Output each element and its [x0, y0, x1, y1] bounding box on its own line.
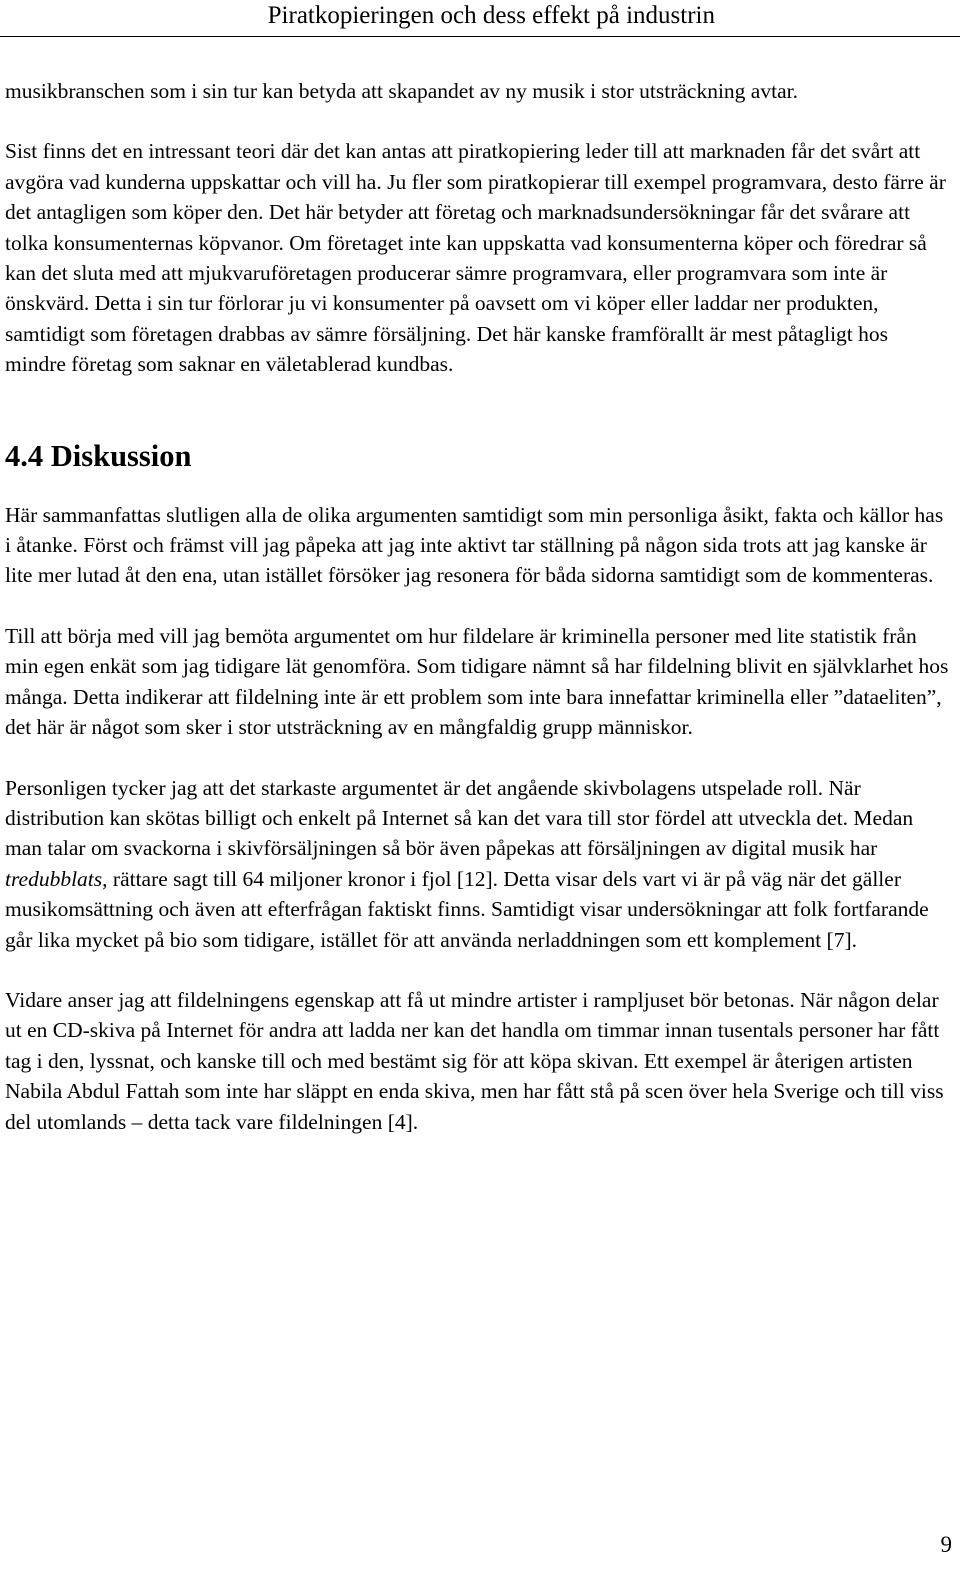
paragraph-5	[5, 773, 949, 955]
paragraph-3: Här sammanfattas slutligen alla de olika argumenten samtidigt som min personliga åsikt, fakta och källor has i åtanke. Först och främst vill jag påpeka att jag inte aktivt tar ställning på någon sida trots att jag kanske är lite mer lutad åt den ena, utan istället försöker jag resonera för båda sidorna samtidigt som de kommenteras.	[5, 502, 944, 588]
page-content	[5, 76, 949, 1167]
section-heading: 4.4 Diskussion	[5, 438, 192, 473]
header-title: Piratkopieringen och dess effekt på industrin	[267, 2, 715, 29]
paragraph-2: Sist finns det en intressant teori där det kan antas att piratkopiering leder till att marknaden får det svårt att avgöra vad kunderna uppskattar och vill ha. Ju fler som piratkopierar till exempel programvara, desto färre är det antagligen som köper den. Det här betyder att företag och marknadsundersökningar får det svårare att tolka konsumenternas köpvanor. Om företaget inte kan uppskatta vad konsumenterna köper och föredrar så kan det sluta med att mjukvaruföretagen producerar sämre programvara, eller programvara som inte är önskvärd. Detta i sin tur förlorar ju vi konsumenter på oavsett om vi köper eller laddar ner produkten, samtidigt som företagen drabbas av sämre försäljning. Det här kanske framförallt är mest påtagligt hos mindre företag som saknar en väletablerad kundbas.	[5, 139, 946, 377]
page-number: 9	[940, 1532, 952, 1557]
paragraph-4: Till att börja med vill jag bemöta argumentet om hur fildelare är kriminella personer med lite statistik från min egen enkät som jag tidigare lät genomföra. Som tidigare nämnt så har fildelning blivit en självklarhet hos många. Detta indikerar att fildelning inte är ett problem som inte bara innefattar kriminella eller ”dataeliten”, det här är något som sker i stor utsträckning av en mångfaldig grupp människor.	[5, 623, 949, 740]
paragraph-5-part-1: Personligen tycker jag att det starkaste argumentet är det angående skivbolagens utspelade roll. När distribution kan skötas billigt och enkelt på Internet så kan det vara till stor fördel att utveckla det. Medan man talar om svackorna i skivförsäljningen så bör även påpekas att försäljningen av digital musik har	[5, 775, 914, 861]
paragraph-6: Vidare anser jag att fildelningens egenskap att få ut mindre artister i rampljuset bör betonas. När någon delar ut en CD-skiva på Internet för andra att ladda ner kan det handla om timmar innan tusentals personer har fått tag i den, lyssnat, och kanske till och med bestämt sig för att köpa skivan. Ett exempel är återigen artisten Nabila Abdul Fattah som inte har släppt en enda skiva, men har fått stå på scen över hela Sverige och till viss del utomlands – detta tack vare fildelningen [4].	[5, 987, 944, 1134]
paragraph-1: musikbranschen som i sin tur kan betyda att skapandet av ny musik i stor utsträckning avtar.	[5, 79, 798, 103]
paragraph-5-part-2: , rättare sagt till 64 miljoner kronor i fjol [12]. Detta visar dels vart vi är på väg när det gäller musikomsättning och även att efterfrågan faktiskt finns. Samtidigt visar undersökningar att folk fortfarande går lika mycket på bio som tidigare, istället för att använda nerladdningen som ett komplement [7].	[5, 866, 929, 952]
emphasis-tredubblats: tredubblats	[5, 866, 103, 891]
running-header	[0, 0, 960, 37]
